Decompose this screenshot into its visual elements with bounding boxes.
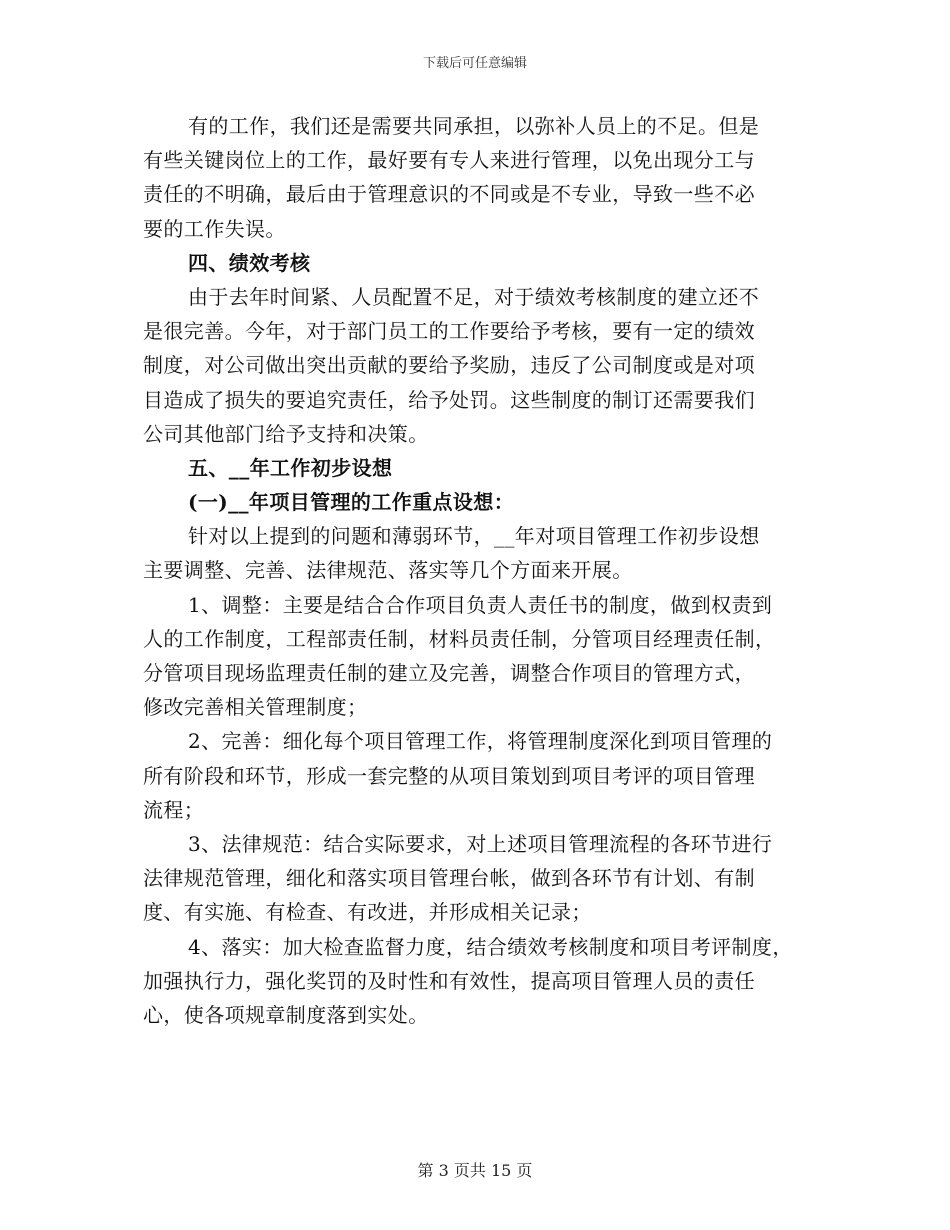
section-heading: (一)__年项目管理的工作重点设想： (188, 490, 515, 515)
section-heading: 五、__年工作初步设想 (188, 455, 393, 480)
paragraph-line: 针对以上提到的问题和薄弱环节，__年对项目管理工作初步设想 (188, 524, 760, 549)
paragraph-line: 是很完善。今年，对于部门员工的工作要给予考核，要有一定的绩效 (143, 319, 755, 344)
paragraph-line: 人的工作制度，工程部责任制，材料员责任制，分管项目经理责任制， (143, 626, 776, 651)
paragraph-line: 法律规范管理，细化和落实项目管理台帐，做到各环节有计划、有制 (143, 866, 755, 891)
section-heading: 四、绩效考核 (188, 250, 311, 275)
paragraph-line: 公司其他部门给予支持和决策。 (143, 421, 429, 446)
paragraph-line: 要的工作失误。 (143, 216, 286, 241)
paragraph-line: 责任的不明确，最后由于管理意识的不同或是不专业，导致一些不必 (143, 182, 755, 207)
paragraph-line: 分管项目现场监理责任制的建立及完善，调整合作项目的管理方式， (143, 661, 755, 685)
paragraph-line: 所有阶段和环节，形成一套完整的从项目策划到项目考评的项目管理 (143, 763, 755, 788)
paragraph-line: 主要调整、完善、法律规范、落实等几个方面来开展。 (143, 558, 633, 583)
paragraph-line: 2、完善：细化每个项目管理工作，将管理制度深化到项目管理的 (188, 729, 773, 754)
paragraph-line: 由于去年时间紧、人员配置不足，对于绩效考核制度的建立还不 (188, 284, 760, 309)
paragraph-line: 有些关键岗位上的工作，最好要有专人来进行管理，以免出现分工与 (143, 148, 755, 173)
paragraph-line: 4、落实：加大检查监督力度，结合绩效考核制度和项目考评制度， (188, 934, 793, 959)
paragraph-line: 流程； (143, 797, 205, 822)
page-number: 第 3 页共 15 页 (417, 1161, 533, 1180)
paragraph-line: 加强执行力，强化奖罚的及时性和有效性，提高项目管理人员的责任 (143, 968, 755, 993)
paragraph-line: 心，使各项规章制度落到实处。 (143, 1002, 429, 1027)
document-body (143, 110, 823, 1033)
page-header: 下载后可任意编辑 (422, 56, 527, 71)
paragraph-line: 目造成了损失的要追究责任，给予处罚。这些制度的制订还需要我们 (143, 387, 755, 412)
paragraph-line: 修改完善相关管理制度； (143, 695, 368, 720)
paragraph-line: 制度，对公司做出突出贡献的要给予奖励，违反了公司制度或是对项 (143, 353, 755, 378)
paragraph-line: 度、有实施、有检查、有改进，并形成相关记录； (143, 900, 592, 925)
paragraph-line: 3、法律规范：结合实际要求，对上述项目管理流程的各环节进行 (188, 831, 773, 856)
paragraph-line: 有的工作，我们还是需要共同承担，以弥补人员上的不足。但是 (188, 114, 760, 138)
paragraph-line: 1、调整：主要是结合合作项目负责人责任书的制度，做到权责到 (188, 592, 773, 617)
